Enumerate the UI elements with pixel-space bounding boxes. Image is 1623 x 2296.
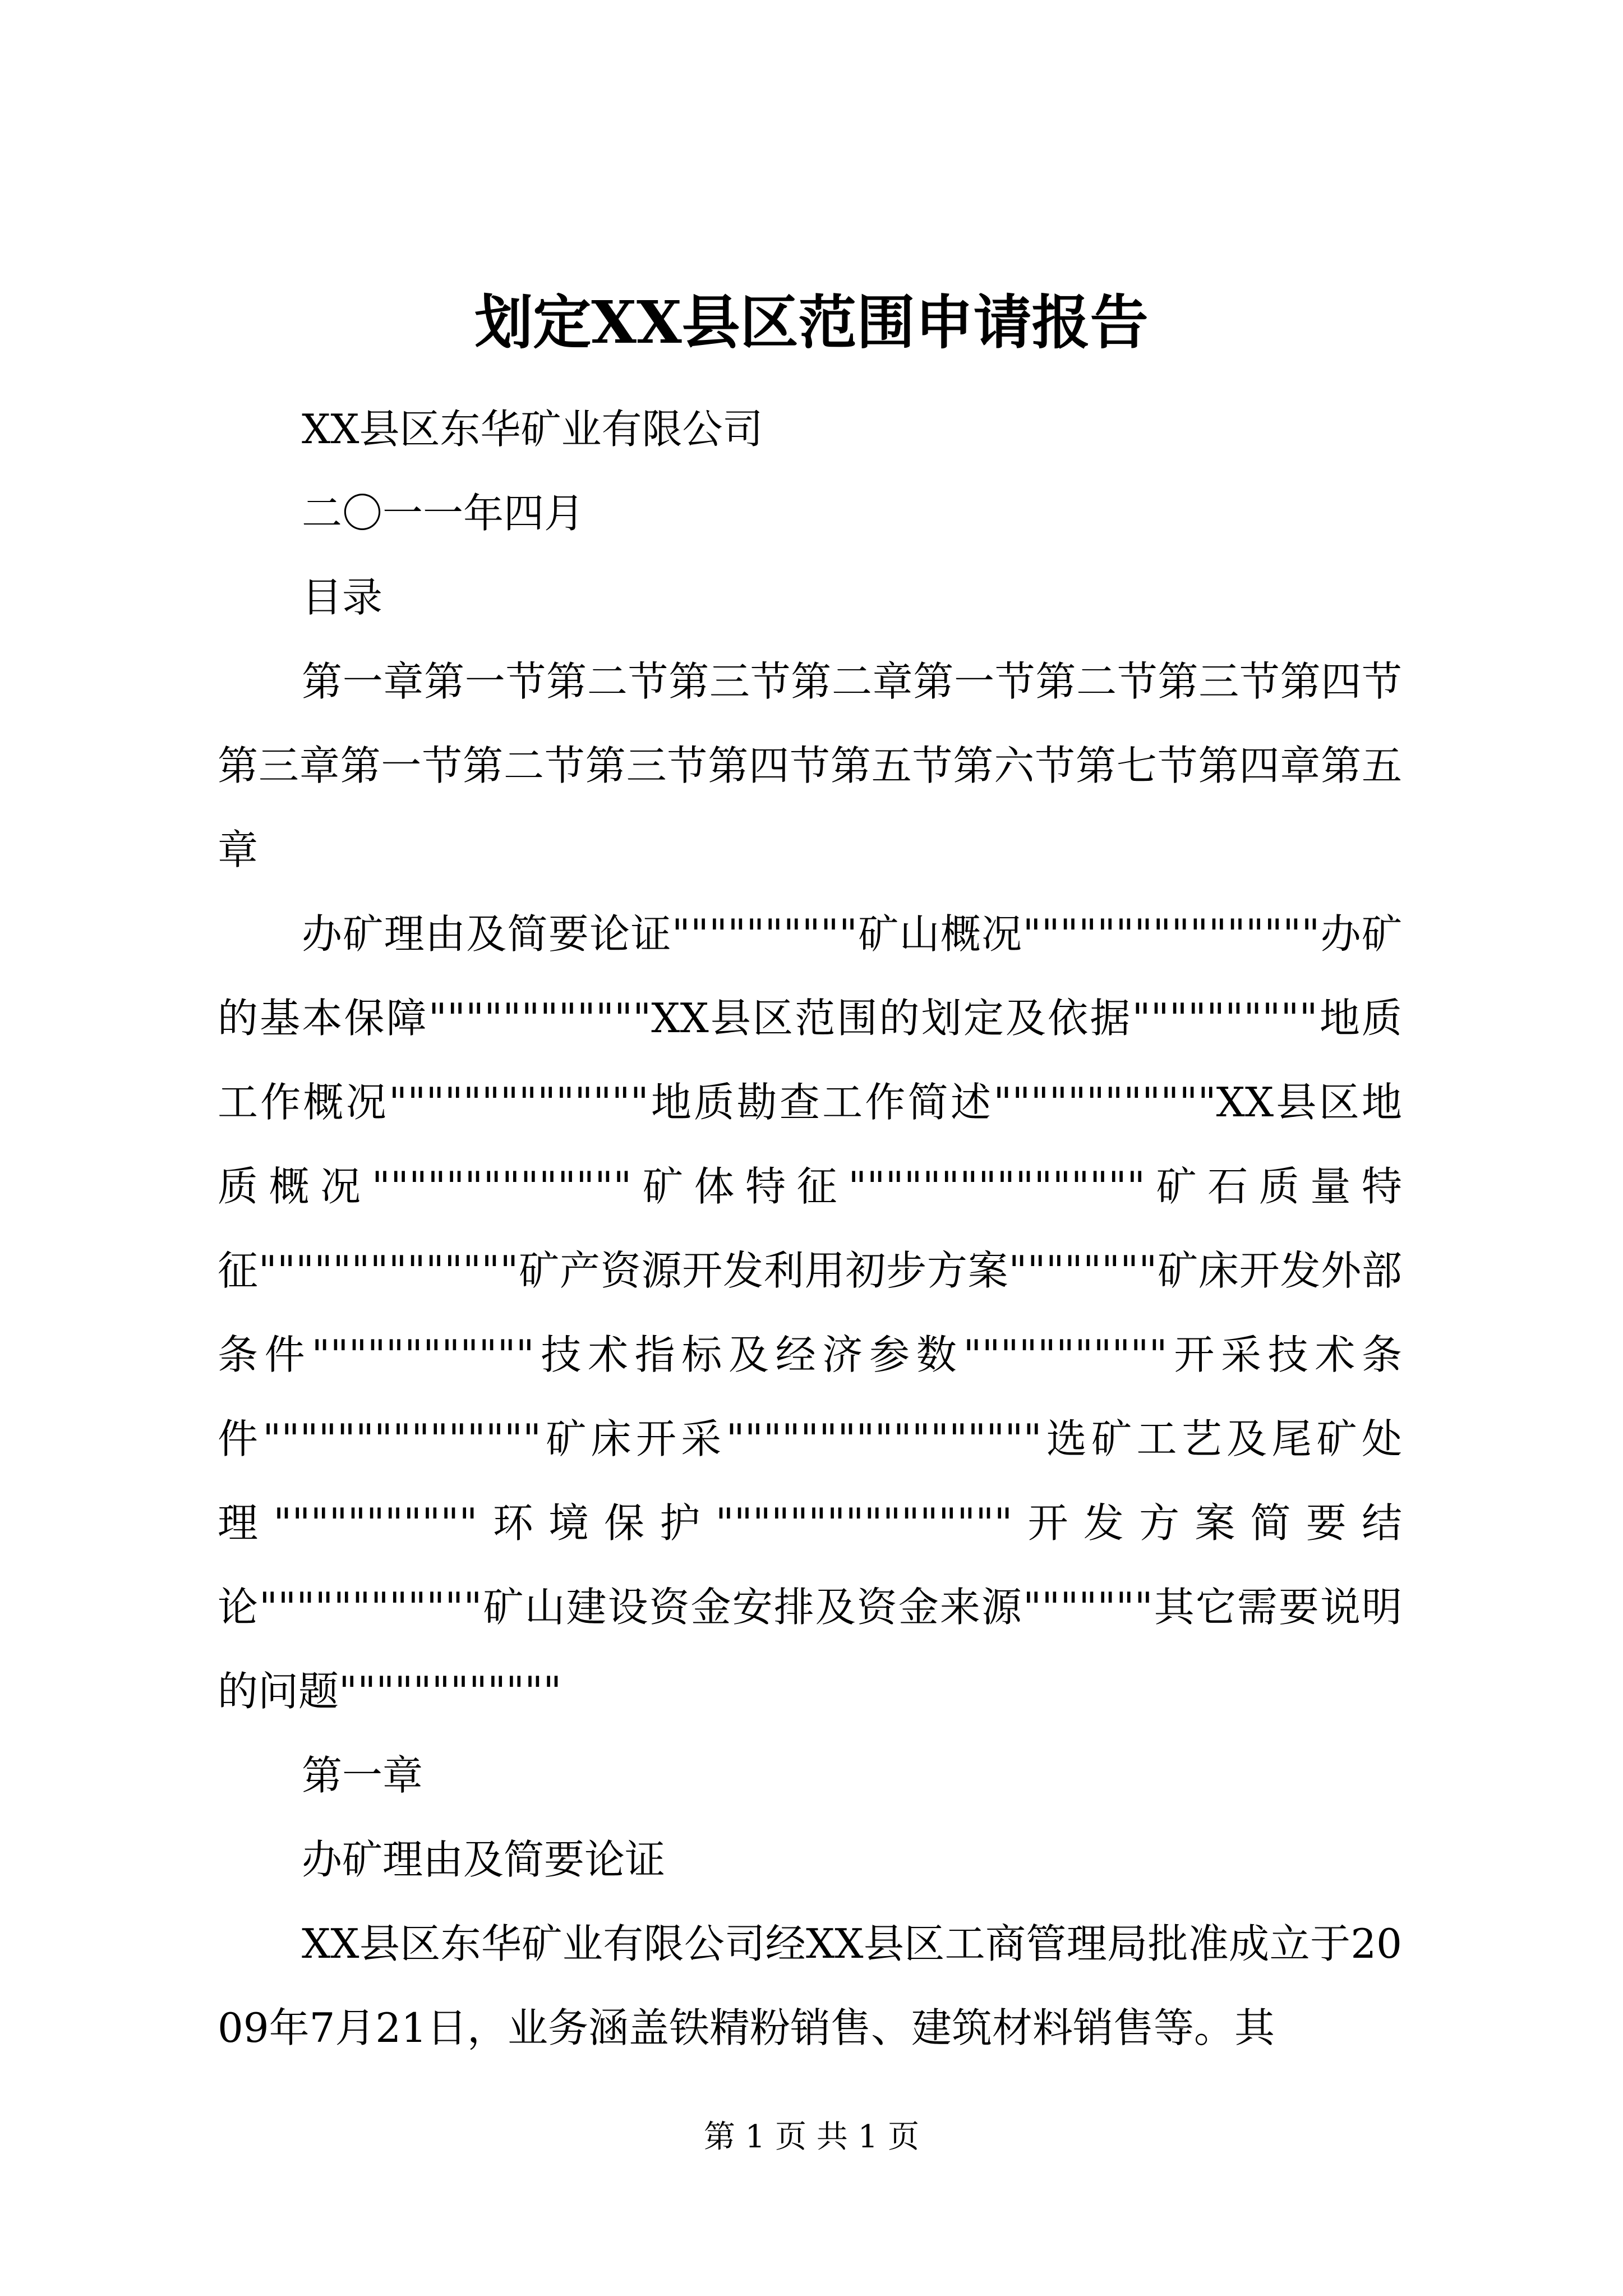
document-title: 划定XX县区范围申请报告 [474,288,1149,357]
toc-heading: 目录 [302,574,383,621]
body-paragraph: XX县区东华矿业有限公司经XX县区工商管理局批准成立于2009年7月21日，业务涵盖铁精粉销售、建筑材料销售等。其 [218,1920,1402,2051]
toc-entry-list: 办矿理由及简要论证""""""""""矿山概况""""""""""""""""办矿的基本保障""""""""""""XX县区范围的划定及依据""""""""""地质工作概况""""""""""""""地质勘查工作简述""""""""""""XX县区地质概况""""""""""""""矿体特征""""""""""""""""矿石质量特征""""""""""""""矿产资源开发利用初步方案""""""""矿床开发外部条件""""""""""""技术指标及经济参数"""""""""""开采技术条件"""""""""""""""矿床开采"""""""""""""""""选矿工艺及尾矿处理"""""""""""环境保护""""""""""""""""开发方案简要结论""""""""""""矿山建设资金安排及资金来源"""""""其它需要说明的问题"""""""""""" [218,910,1402,1715]
chapter-title: 办矿理由及简要论证 [302,1836,666,1883]
document-body [218,387,1402,2070]
toc-section-list: 第一章第一节第二节第三节第二章第一节第二节第三节第四节第三章第一节第二节第三节第四节第五节第六节第七节第四章第五章 [218,658,1402,873]
report-date: 二〇一一年四月 [302,490,585,537]
page-footer: 第 1 页 共 1 页 [703,2119,920,2155]
company-name: XX县区东华矿业有限公司 [302,406,763,453]
chapter-heading: 第一章 [302,1752,423,1799]
